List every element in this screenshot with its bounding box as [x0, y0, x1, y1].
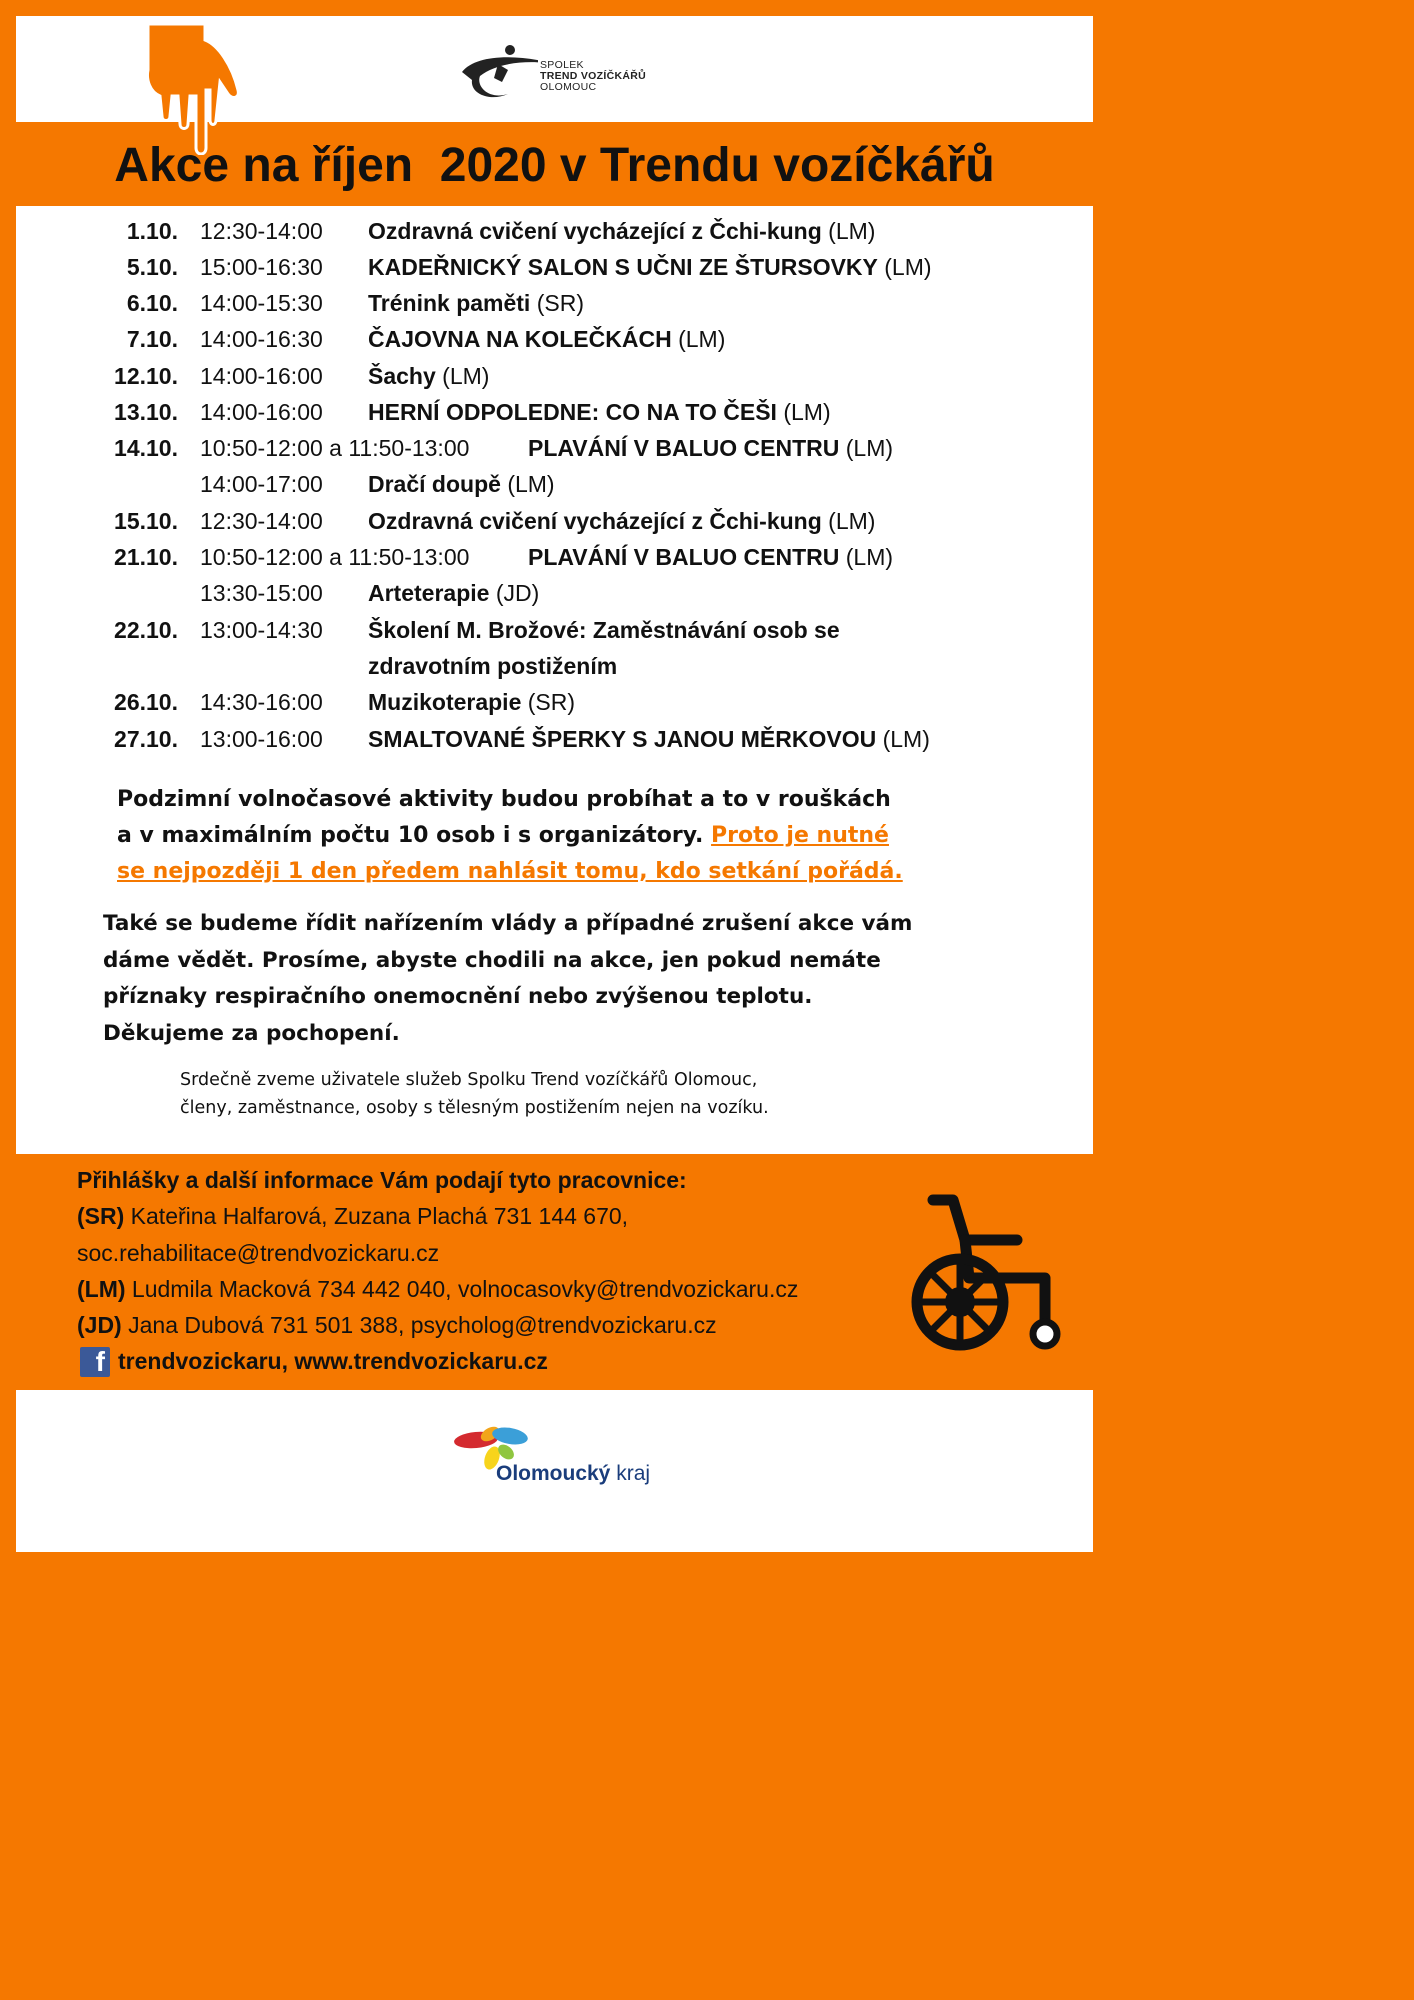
- event-title: Školení M. Brožové: Zaměstnávání osob se: [368, 617, 840, 643]
- invite-line: Srdečně zveme uživatele služeb Spolku Trend vozíčkářů Olomouc,: [180, 1070, 758, 1090]
- event-organizer-code: (SR): [536, 290, 584, 316]
- event-title: KADEŘNICKÝ SALON S UČNI ZE ŠTURSOVKY: [368, 254, 878, 280]
- event-organizer-code: (LM): [507, 471, 555, 497]
- event-title: Muzikoterapie: [368, 689, 522, 715]
- event-title: PLAVÁNÍ V BALUO CENTRU: [528, 544, 840, 570]
- region-name-rest: kraj: [610, 1462, 651, 1485]
- event-activity: [528, 544, 893, 571]
- facebook-icon[interactable]: [80, 1347, 110, 1377]
- notice-warning-end: se nejpozději 1 den předem nahlásit tomu, kdo setkání pořádá.: [117, 859, 903, 884]
- event-time: 15:00-16:30: [200, 254, 323, 280]
- event-time: 10:50-12:00 a 11:50-13:00: [200, 544, 470, 570]
- contact-code-lm: (LM): [77, 1275, 126, 1302]
- event-organizer-code: (LM): [882, 726, 930, 752]
- event-activity: [368, 580, 539, 607]
- event-organizer-code: (LM): [828, 218, 876, 244]
- event-time: 14:30-16:00: [200, 689, 323, 715]
- gov-notice-line: Děkujeme za pochopení.: [103, 1020, 400, 1046]
- event-title: Šachy: [368, 363, 436, 389]
- event-time: 14:00-16:00: [200, 399, 323, 425]
- event-activity: [368, 326, 725, 353]
- event-activity: [368, 363, 489, 390]
- event-date: 15.10.: [114, 508, 178, 534]
- wheelchair-icon: [905, 1192, 1065, 1357]
- event-activity: [528, 435, 893, 462]
- contact-code-sr: (SR): [77, 1203, 125, 1230]
- event-title: Arteterapie: [368, 580, 490, 606]
- event-title: Dračí doupě: [368, 471, 501, 497]
- gov-notice-line: dáme vědět. Prosíme, abyste chodili na akce, jen pokud nemáte: [103, 947, 881, 973]
- event-time: 13:00-14:30: [200, 617, 323, 643]
- event-date: 21.10.: [114, 544, 178, 570]
- spolek-logo: [458, 42, 658, 104]
- event-time: 12:30-14:00: [200, 218, 323, 244]
- page-title: Akce na říjen 2020 v Trendu vozíčkářů: [114, 139, 995, 192]
- contact-code-jd: (JD): [77, 1312, 122, 1339]
- event-organizer-code: (LM): [678, 326, 726, 352]
- event-activity: [368, 689, 575, 716]
- event-date: 7.10.: [126, 326, 178, 352]
- event-title: zdravotním postižením: [368, 653, 618, 679]
- logo-line-olomouc: OLOMOUC: [540, 81, 597, 93]
- event-title: Ozdravná cvičení vycházející z Čchi-kung: [368, 218, 822, 244]
- gov-notice-line: Také se budeme řídit nařízením vlády a případné zrušení akce vám: [103, 911, 913, 936]
- event-organizer-code: (LM): [845, 435, 894, 461]
- event-time: 14:00-16:00: [200, 363, 323, 389]
- contact-sr-text: Kateřina Halfarová, Zuzana Plachá 731 144 670,: [124, 1203, 629, 1230]
- event-organizer-code: (LM): [442, 363, 490, 389]
- event-date: 27.10.: [114, 726, 178, 752]
- event-time: 13:30-15:00: [200, 580, 323, 606]
- logo-line-spolek: SPOLEK: [540, 59, 584, 71]
- event-title: SMALTOVANÉ ŠPERKY S JANOU MĚRKOVOU: [368, 726, 883, 752]
- notice-warning-start: Proto je nutné: [711, 823, 889, 848]
- wheelchair-user-logo-icon: [458, 42, 538, 104]
- event-activity: [368, 471, 555, 498]
- event-time: 14:00-17:00: [200, 471, 323, 497]
- event-title: HERNÍ ODPOLEDNE: CO NA TO ČEŠI: [368, 399, 777, 425]
- event-activity: [368, 254, 932, 281]
- event-organizer-code: (LM): [783, 399, 831, 425]
- event-organizer-code: (LM): [828, 508, 876, 534]
- event-title: Ozdravná cvičení vycházející z Čchi-kung: [368, 508, 822, 534]
- event-date: 22.10.: [114, 617, 178, 643]
- notice-line-2-text: a v maximálním počtu 10 osob i s organizátory.: [117, 823, 712, 848]
- contacts-heading: Přihlášky a další informace Vám podají tyto pracovnice:: [77, 1167, 687, 1193]
- event-organizer-code: (LM): [884, 254, 932, 280]
- event-organizer-code: (LM): [845, 544, 894, 570]
- event-date: 1.10.: [126, 218, 178, 244]
- invite-line: členy, zaměstnance, osoby s tělesným postižením nejen na vozíku.: [180, 1098, 769, 1118]
- website-link[interactable]: trendvozickaru, www.trendvozickaru.cz: [118, 1348, 548, 1375]
- government-notice: [103, 906, 1023, 1052]
- event-date: 26.10.: [114, 689, 178, 715]
- event-organizer-code: (JD): [495, 580, 540, 606]
- notice-line-1: Podzimní volnočasové aktivity budou probíhat a to v rouškách: [117, 787, 891, 812]
- event-activity: [368, 617, 840, 644]
- event-date: 6.10.: [126, 290, 178, 316]
- notice-line-2: [117, 818, 1017, 854]
- logo-text: [540, 60, 646, 93]
- region-name: [496, 1462, 650, 1486]
- event-activity: [368, 726, 930, 753]
- pointing-hand-icon: [140, 20, 250, 155]
- facebook-line: [77, 1343, 937, 1379]
- event-time: 13:00-16:00: [200, 726, 323, 752]
- event-activity: [368, 218, 875, 245]
- event-title: PLAVÁNÍ V BALUO CENTRU: [528, 435, 840, 461]
- contacts-section: [77, 1162, 937, 1380]
- logo-line-trend: TREND VOZÍČKÁŘŮ: [540, 70, 646, 82]
- event-time: 12:30-14:00: [200, 508, 323, 534]
- contact-lm-text[interactable]: Ludmila Macková 734 442 040, volnocasovky@trendvozickaru.cz: [125, 1275, 799, 1302]
- event-time: 14:00-16:30: [200, 326, 323, 352]
- contact-jd-text[interactable]: Jana Dubová 731 501 388, psycholog@trendvozickaru.cz: [121, 1312, 717, 1339]
- capacity-notice: [117, 782, 1017, 890]
- event-time: 10:50-12:00 a 11:50-13:00: [200, 435, 470, 461]
- event-activity: [368, 653, 617, 680]
- gov-notice-line: příznaky respiračního onemocnění nebo zvýšenou teplotu.: [103, 984, 813, 1009]
- event-time: 14:00-15:30: [200, 290, 323, 316]
- region-name-bold: Olomoucký: [496, 1462, 611, 1485]
- event-date: 12.10.: [114, 363, 178, 389]
- event-activity: [368, 399, 831, 426]
- event-activity: [368, 508, 875, 535]
- invitation-text: [180, 1066, 980, 1122]
- contact-sr-email[interactable]: soc.rehabilitace@trendvozickaru.cz: [77, 1239, 440, 1266]
- event-date: 14.10.: [114, 435, 178, 461]
- facebook-icon-glyph: f: [95, 1346, 105, 1378]
- event-title: Trénink paměti: [368, 290, 531, 316]
- event-organizer-code: (SR): [527, 689, 576, 715]
- event-title: ČAJOVNA NA KOLEČKÁCH: [368, 326, 672, 352]
- event-date: 5.10.: [126, 254, 178, 280]
- event-activity: [368, 290, 584, 317]
- event-date: 13.10.: [114, 399, 178, 425]
- olomoucky-kraj-logo: [452, 1422, 672, 1492]
